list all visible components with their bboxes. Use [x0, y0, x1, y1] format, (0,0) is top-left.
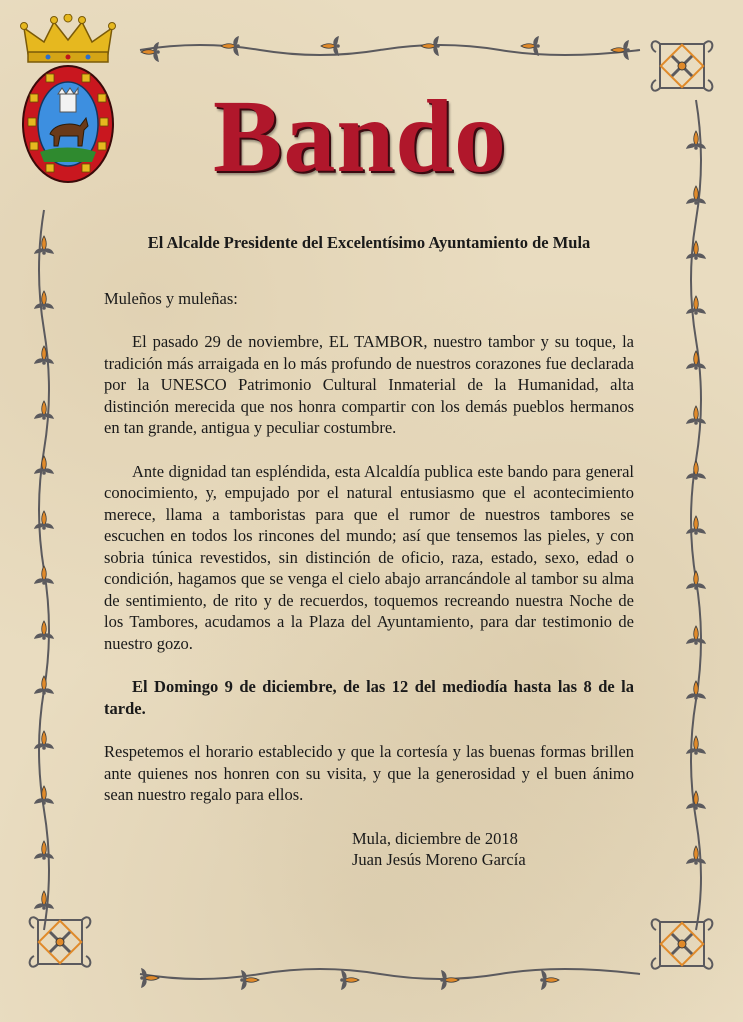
coat-of-arms-icon	[20, 14, 116, 184]
paragraph-4: Respetemos el horario establecido y que la cortesía y las buenas formas brillen ante quienes nos honren con su visita, y que la generosidad y el buen ánimo sean nuestro regalo para ellos.	[104, 742, 634, 804]
paragraph-1: El pasado 29 de noviembre, EL TAMBOR, nuestro tambor y su toque, la tradición más arraigada en lo más profundo de nuestros corazones fue declarada por la UNESCO Patrimonio Cultural Inmaterial de la Humanidad, alta distinción merecida que nos honra compartir con los demás pueblos hermanos en tan grande, antigua y peculiar costumbre.	[104, 332, 634, 437]
page-title: Bando	[213, 79, 508, 194]
signature-block	[352, 828, 634, 871]
signature-place-date: Mula, diciembre de 2018	[352, 828, 518, 848]
signature-name: Juan Jesús Moreno García	[352, 850, 526, 869]
document-body	[104, 232, 634, 871]
paragraph-2: Ante dignidad tan espléndida, esta Alcaldía publica este bando para general conocimiento, y, empujado por el natural entusiasmo que el acontecimiento merece, llama a tamboristas para que el rumor de nuestros tambores se escuchen en todos los rincones del mundo; así que tensemos las pieles, y con sobria túnica revestidos, sin distinción de oficio, raza, estado, sexo, edad o condición, hagamos que se venga el cielo abajo arrancándole al tambor su alma de sentimiento, de rito y de recuerdos, toquemos recreando nuestra Noche de los Tambores, acudamos a la Plaza del Ayuntamiento, para dar testimonio de nuestro gozo.	[104, 461, 634, 653]
document-heading: El Alcalde Presidente del Excelentísimo Ayuntamiento de Mula	[147, 233, 591, 252]
paragraph-event-date: El Domingo 9 de diciembre, de las 12 del mediodía hasta las 8 de la tarde.	[104, 677, 634, 718]
greeting: Muleños y muleñas:	[104, 288, 238, 308]
